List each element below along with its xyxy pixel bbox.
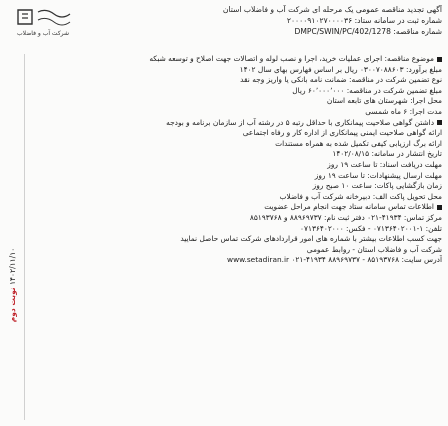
notice-row-text: شرکت آب و فاضلاب استان - روابط عمومی <box>306 244 442 254</box>
organization-logo <box>12 6 74 48</box>
notice-row-text: تلفن: ۱-۰۷۱۳۶۴۰۲۰۰۱ - فکس: ۰۷۱۳۶۴۰۲۰۰۰ <box>300 223 442 233</box>
notice-row <box>30 255 442 266</box>
header-line-3: DMPC/SWIN/PC/402/1278 :شماره مناقصه <box>294 27 442 36</box>
notice-row-text: داشتن گواهی صلاحیت پیمانکاری با حداقل رتبه ۵ در رشته آب از سازمان برنامه و بودجه <box>166 117 434 127</box>
margin-rule <box>24 54 25 420</box>
notice-header <box>4 4 442 52</box>
bullet-icon <box>437 120 442 125</box>
notice-row <box>30 96 442 107</box>
notice-row-text: ارائه برگ ارزیابی کیفی تکمیل شده به همراه مستندات <box>275 138 442 148</box>
header-text <box>82 4 442 37</box>
notice-row-text: مهلت ارسال پیشنهادات: تا ساعت ۱۹ روز <box>314 170 442 180</box>
side-strip <box>6 150 20 420</box>
notice-row <box>30 171 442 182</box>
side-highlight: نوبت دوم <box>8 287 17 323</box>
notice-row <box>30 65 442 76</box>
notice-row <box>30 181 442 192</box>
notice-row-text: مرکز تماس: ۴۱۹۳۴-۰۲۱ دفتر ثبت نام: ۸۸۹۶۹۷۳۷ و ۸۵۱۹۳۷۶۸ <box>249 212 442 222</box>
notice-row <box>30 128 442 139</box>
notice-row-text: موضوع مناقصه: اجرای عملیات خرید، اجرا و نصب لوله و اتصالات جهت اصلاح و توسعه شبکه <box>149 54 434 63</box>
notice-row <box>30 202 442 213</box>
notice-row-text: مدت اجرا: ۶ ماه شمسی <box>365 106 442 116</box>
notice-row <box>30 118 442 129</box>
bullet-icon <box>437 205 442 210</box>
notice-row <box>30 149 442 160</box>
side-caption <box>6 150 20 420</box>
notice-row <box>30 192 442 203</box>
notice-row-text: نوع تضمین شرکت در مناقصه: ضمانت نامه بانکی یا واریز وجه نقد <box>240 75 442 85</box>
notice-row <box>30 107 442 118</box>
side-date: ۱۴۰۲/۱۱/۱۰ <box>8 247 17 285</box>
notice-row <box>30 213 442 224</box>
notice-row <box>30 54 442 65</box>
header-line-1: آگهی تجدید مناقصه عمومی یک مرحله ای شرکت آب و فاضلاب استان <box>222 5 442 14</box>
notice-row <box>30 160 442 171</box>
notice-row-text: محل اجرا: شهرستان های تابعه استان <box>326 96 442 106</box>
notice-row <box>30 139 442 150</box>
notice-row <box>30 75 442 86</box>
notice-row-text: مبلغ برآورد: ۰۳۰۰۷۰۸۸۶۰۳ ریال بر اساس فهارس بهای سال ۱۴۰۲ <box>239 64 442 74</box>
notice-row-text: مهلت دریافت اسناد: تا ساعت ۱۹ روز <box>327 159 442 169</box>
notice-row-text: محل تحویل پاکت الف: دبیرخانه شرکت آب و فاضلاب <box>279 191 442 201</box>
notice-row <box>30 224 442 235</box>
notice-row-text: آدرس سایت: www.setadiran.ir ۰۲۱-۴۱۹۳۴ ۸۸۹۶۹۷۳۷ - ۸۵۱۹۳۷۶۸ <box>227 255 442 265</box>
notice-row-text: مبلغ تضمین شرکت در مناقصه: ۶۰٬۰۰۰٬۰۰۰ ریال <box>292 85 442 95</box>
bullet-icon <box>437 57 442 62</box>
header-line-2: شماره ثبت در سامانه ستاد: ۲۰۰۰۰۹۱۰۲۷۰۰۰۰۳۶ <box>286 16 442 25</box>
notice-body <box>30 54 442 266</box>
logo-mark-icon <box>12 6 74 30</box>
notice-row-text: جهت کسب اطلاعات بیشتر با شماره های امور قراردادهای شرکت تماس حاصل نمایید <box>180 234 442 244</box>
notice-row <box>30 245 442 256</box>
notice-row-text: اطلاعات تماس سامانه ستاد جهت انجام مراحل عضویت <box>264 202 434 212</box>
notice-row <box>30 234 442 245</box>
notice-row <box>30 86 442 97</box>
notice-row-text: تاریخ انتشار در سامانه: ۱۴۰۲/۰۸/۱۵ <box>332 149 442 159</box>
notice-row-text: زمان بازگشایی پاکات: ساعت ۱۰ صبح روز <box>312 181 442 191</box>
notice-row-text: ارائه گواهی صلاحیت ایمنی پیمانکاری از اداره کار و رفاه اجتماعی <box>242 128 442 138</box>
logo-caption: شرکت آب و فاضلاب <box>16 30 70 37</box>
